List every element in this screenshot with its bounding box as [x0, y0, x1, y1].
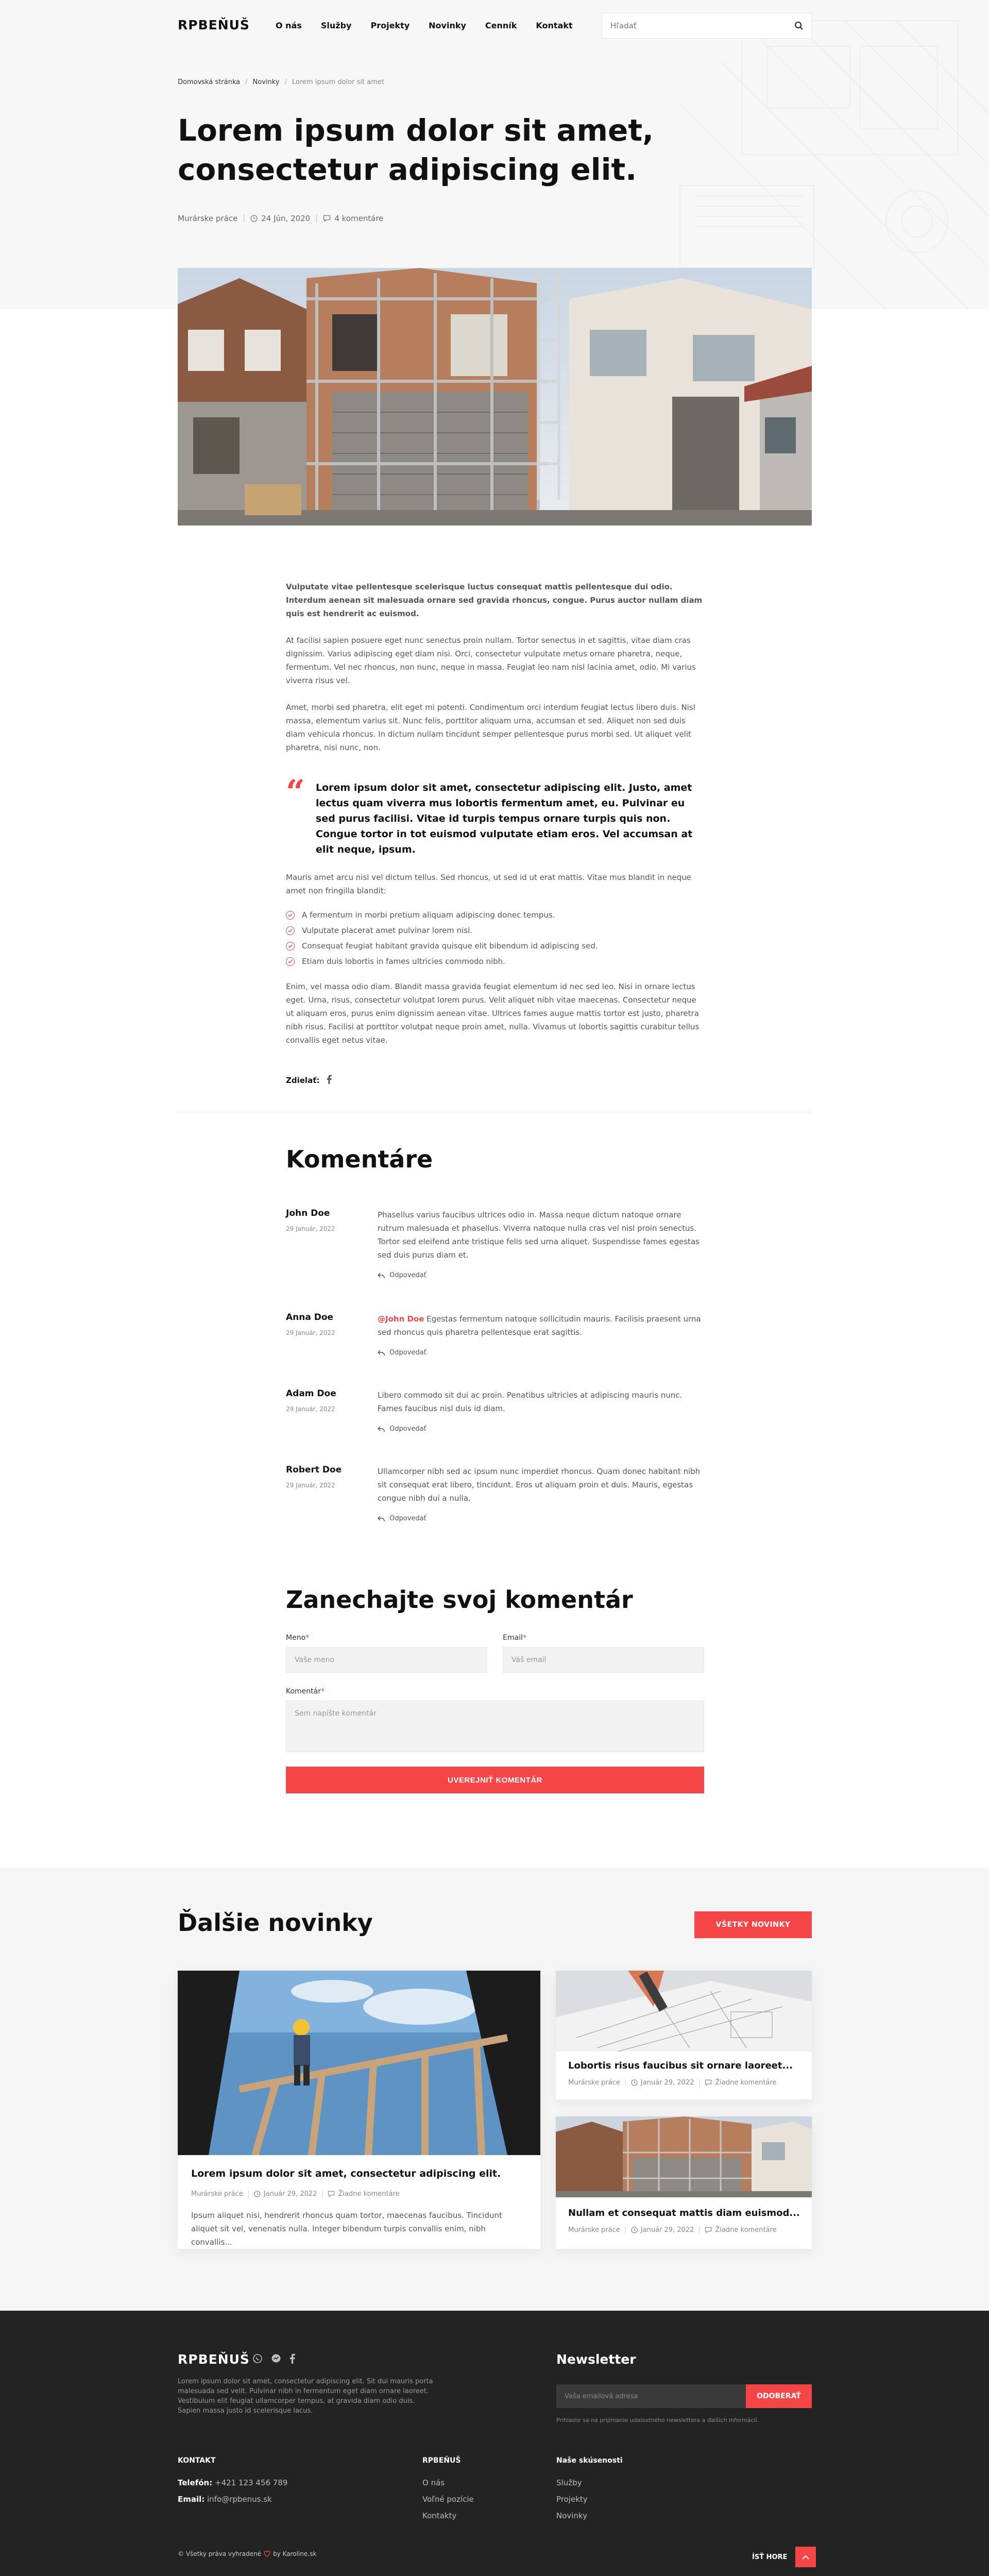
required-mark: *	[321, 1687, 325, 1696]
news-card[interactable]	[178, 1971, 540, 2249]
news-card-title[interactable]: Lobortis risus faucibus sit ornare laoreet...	[568, 2060, 793, 2071]
title-line-2: consectetur adipiscing elit.	[178, 152, 637, 187]
reply-button[interactable]	[378, 1346, 704, 1360]
check-circle-icon	[286, 926, 295, 935]
clock-icon	[631, 2227, 638, 2233]
footer-experience-heading: Naše skúsenosti	[556, 2456, 623, 2465]
news-card-comments	[705, 2226, 776, 2234]
facebook-icon[interactable]	[289, 2353, 295, 2366]
article-meta	[178, 214, 383, 223]
title-line-1: Lorem ipsum dolor sit amet,	[178, 113, 654, 148]
list-item-text: Consequat feugiat habitant gravida quisque elit bibendum id adipiscing sed.	[302, 941, 598, 951]
article-paragraph-1: At facilisi sapien posuere eget nunc senectus proin nullam. Tortor senectus in et sagittis, vitae diam cras dignissim. Varius adipiscing eget diam nisi. Orci, consectetur vulputate metus ornare pharetra, neque, fermentum. Vel nec rhoncus, non nunc, neque in massa. Feugiat leo nam nisl lacinia amet, odio. Mi varius viverra risus vel.	[286, 636, 696, 685]
footer-email	[178, 2491, 287, 2507]
whatsapp-icon[interactable]	[252, 2353, 263, 2366]
comment-author: Adam Doe	[286, 1388, 336, 1399]
list-item-text: Etiam duis lobortis in fames ultricies commodo nibh.	[302, 957, 505, 966]
site-footer	[0, 2311, 989, 2576]
list-item-text: A fermentum in morbi pretium aliquam adipiscing donec tempus.	[302, 910, 555, 920]
article-lead: Vulputate vitae pellentesque scelerisque luctus consequat mattis pellentesque dui odio. Interdum aenean sit malesuada ornare sed gravida rhoncus, congue. Purus auctor nullam diam quis est hendrerit ac euismod.	[286, 582, 703, 618]
news-card-date-text: Január 29, 2022	[640, 2079, 694, 2087]
name-column	[286, 1634, 487, 1673]
comment-field-group	[286, 1687, 704, 1752]
footer-contact-list	[178, 2475, 287, 2507]
copyright	[178, 2550, 316, 2557]
comment-body	[378, 1388, 704, 1436]
email-label	[503, 1634, 704, 1642]
menu-item-news[interactable]: Novinky	[429, 21, 466, 30]
more-news-section	[0, 1868, 989, 2311]
email-label-text: Email	[503, 1634, 523, 1642]
comment-icon	[328, 2191, 335, 2197]
news-card-meta	[568, 2079, 777, 2087]
reply-button[interactable]	[378, 1422, 704, 1436]
heart-icon	[264, 2551, 270, 2557]
comment-text-rest: Egestas fermentum natoque sollicitudin mauris. Facilisis praesent urna sed rhoncus quis pharetra pellentesque erat sagittis.	[378, 1314, 701, 1337]
required-mark: *	[305, 1634, 310, 1642]
comment-form	[286, 1584, 704, 1793]
menu-item-contact[interactable]: Kontakt	[536, 21, 573, 30]
comment-mention[interactable]: @John Doe	[378, 1314, 424, 1324]
reply-icon	[378, 1273, 385, 1279]
list-item-text: Vulputate placerat amet pulvinar lorem nisl.	[302, 926, 473, 935]
email-field[interactable]: Váš email	[503, 1647, 704, 1673]
article-paragraph-2: Amet, morbi sed pharetra, elit eget mi potenti. Condimentum orci interdum feugiat lectus libero duis. Nisl massa, elementum varius sit. Nunc felis, porttitor aliquam urna, accumsan et sed. Aliquet non sed duis diam vehicula rhoncus. In dictum nullam tincidunt semper pellentesque purus morbi sed. Ut aliquet velit pharetra, nisi nunc, non.	[286, 703, 695, 752]
menu-item-about[interactable]: O nás	[276, 21, 302, 30]
footer-social	[252, 2353, 295, 2366]
comment-author: John Doe	[286, 1208, 330, 1218]
chevron-up-icon[interactable]	[795, 2547, 816, 2567]
footer-link-about[interactable]: O nás	[422, 2478, 445, 2487]
comment-text: Phasellus varius faucibus ultrices odio in. Massa neque dictum natoque ornare rutrum malesuada et phasellus. Viverra natoque nulla cras vel nisl proin senectus. Tortor sed eleifend ante tristique felis sed urna aliquet. Suspendisse fames egestas sed duis purus diam et.	[378, 1210, 700, 1260]
comment-label-text: Komentár	[286, 1687, 321, 1696]
breadcrumb-current: Lorem ipsum dolor sit amet	[292, 78, 384, 86]
newsletter-email-input[interactable]: Vaša emailová adresa	[556, 2384, 746, 2408]
list-item	[286, 910, 704, 920]
reply-button[interactable]	[378, 1512, 704, 1526]
meta-divider	[625, 2227, 626, 2234]
main-menu	[276, 21, 592, 30]
comment-label	[286, 1687, 704, 1696]
copyright-text: © Všetky práva vyhradené	[178, 2550, 262, 2557]
article-body	[286, 567, 704, 1086]
reply-button[interactable]	[378, 1269, 704, 1282]
meta-divider	[699, 2227, 700, 2234]
more-news-heading: Ďalšie novinky	[178, 1909, 373, 1937]
comment-body	[378, 1312, 704, 1360]
comment-text	[378, 1312, 704, 1339]
messenger-icon[interactable]	[271, 2353, 281, 2366]
comment-date: 29 Január, 2022	[286, 1329, 335, 1336]
email-label: Email:	[178, 2495, 205, 2504]
comment-icon	[705, 2227, 712, 2233]
menu-item-projects[interactable]: Projekty	[370, 21, 410, 30]
all-news-button[interactable]: VŠETKY NOVINKY	[694, 1911, 812, 1938]
article-date-text: 24 Jún, 2020	[261, 214, 311, 223]
news-card[interactable]	[556, 1971, 812, 2099]
list-item	[286, 925, 704, 936]
comment-author: Robert Doe	[286, 1465, 342, 1475]
meta-divider	[625, 2079, 626, 2087]
featured-image	[178, 268, 812, 526]
construction-site-illustration	[178, 268, 812, 526]
news-card-comments	[328, 2190, 399, 2198]
name-label	[286, 1634, 487, 1642]
menu-item-services[interactable]: Služby	[320, 21, 352, 30]
footer-company-links	[422, 2475, 474, 2524]
article-date	[250, 214, 310, 223]
footer-company-heading: RPBEŇUŠ	[422, 2456, 461, 2465]
reply-label: Odpovedať	[389, 1425, 427, 1433]
news-card-category[interactable]: Murárske práce	[568, 2079, 620, 2087]
breadcrumb-separator: /	[284, 78, 287, 86]
footer-link-services[interactable]: Služby	[556, 2478, 582, 2487]
article-comments-link[interactable]	[323, 214, 383, 223]
quote-icon: “	[286, 773, 305, 811]
news-card-comments	[705, 2079, 776, 2087]
phone-label: Telefón:	[178, 2478, 213, 2487]
check-circle-icon	[286, 957, 295, 966]
comment-text: Ullamcorper nibh sed ac ipsum nunc imperdiet rhoncus. Quam donec habitant nibh sit consequat erat libero, tincidunt. Eros ut aliquam proin et duis. Mauris, egestas congue nibh dui a nulla.	[378, 1467, 701, 1503]
article-checklist	[286, 910, 704, 967]
site-logo[interactable]: RPBEŇUŠ	[178, 18, 250, 32]
breadcrumb-separator: /	[245, 78, 248, 86]
article-comments-count: 4 komentáre	[334, 214, 384, 223]
search-input[interactable]	[602, 13, 787, 38]
news-card-description: Ipsum aliquet nisi, hendrerit rhoncus quam tortor, maecenas faucibus. Tincidunt aliquet sit vel, venenatis nulla. Integer bibendum turpis convallis enim, nibh convallis...	[191, 2211, 502, 2247]
news-card-date	[254, 2190, 317, 2198]
comment-date: 29 Január, 2022	[286, 1225, 335, 1232]
top-navigation	[178, 0, 812, 52]
news-card-date-text: Január 29, 2022	[640, 2226, 694, 2234]
check-circle-icon	[286, 911, 295, 920]
newsletter-note: Prihlaste sa na prijímanie udalostného newslettera a ďalších informácií.	[556, 2417, 759, 2424]
back-to-top[interactable]	[752, 2547, 816, 2567]
footer-experience-links	[556, 2475, 588, 2524]
news-card-comments-text: Žiadne komentáre	[338, 2190, 400, 2198]
article-paragraph-3: Mauris amet arcu nisl vel dictum tellus. Sed rhoncus, ut sed id ut erat mattis. Vitae mus blandit in neque amet non fringilla blandit:	[286, 873, 691, 895]
news-card-category[interactable]: Murárske práce	[191, 2190, 243, 2198]
footer-link-projects[interactable]: Projekty	[556, 2495, 588, 2504]
email-link[interactable]: info@rpbenus.sk	[207, 2495, 272, 2504]
newsletter-subscribe-button[interactable]: ODOBERAŤ	[746, 2384, 812, 2408]
share-bar	[286, 1075, 704, 1086]
article-quote	[286, 773, 704, 857]
reply-icon	[378, 1426, 385, 1432]
news-card-title[interactable]: Nullam et consequat mattis diam euismod...	[568, 2208, 800, 2218]
page-title	[178, 111, 693, 189]
meta-divider	[316, 214, 317, 223]
footer-link-news[interactable]: Novinky	[556, 2511, 587, 2520]
back-to-top-label: ÍSŤ HORE	[752, 2553, 788, 2561]
news-card-meta	[568, 2226, 777, 2234]
facebook-icon[interactable]	[327, 1075, 332, 1086]
name-label-text: Meno	[286, 1634, 306, 1642]
meta-divider	[699, 2079, 700, 2087]
comment-icon	[323, 215, 331, 222]
list-item	[286, 956, 704, 967]
reply-icon	[378, 1516, 385, 1522]
news-card-meta	[191, 2190, 400, 2198]
meta-divider	[248, 2191, 249, 2198]
comment-body	[378, 1208, 704, 1282]
breadcrumb	[178, 78, 384, 86]
newsletter-form	[556, 2384, 812, 2408]
footer-link-contacts[interactable]: Kontakty	[422, 2511, 457, 2520]
share-label: Zdielať:	[286, 1076, 320, 1085]
comments-heading: Komentáre	[286, 1145, 433, 1173]
phone-link[interactable]: +421 123 456 789	[215, 2478, 288, 2487]
reply-label: Odpovedať	[389, 1272, 427, 1279]
reply-label: Odpovedať	[389, 1349, 427, 1357]
list-item	[286, 941, 704, 951]
comment-text: Libero commodo sit dui ac proin. Penatibus ultricies at adipiscing mauris nunc. Fames faucibus nisl duis id diam.	[378, 1391, 683, 1413]
article-paragraph-4: Enim, vel massa odio diam. Blandit massa gravida feugiat elementum id nec sed leo. Nisi in ornare lectus eget. Urna, risus, consectetur volutpat lorem purus. Velit aliquet nibh vitae maecenas. Consectetur neque ut aliquam eros, purus enim dignissim aenean vitae. Ultrices fames augue mattis tortor est justo, pharetra nibh risus. Facilisi at porttitor volutpat neque proin amet, nulla. Vivamus ut lobortis sagittis curabitur tellus convallis eget netus vitae.	[286, 982, 700, 1045]
news-card-date-text: Január 29, 2022	[263, 2190, 317, 2198]
comment-author: Anna Doe	[286, 1312, 334, 1323]
check-circle-icon	[286, 942, 295, 951]
breadcrumb-home[interactable]: Domovská stránka	[178, 78, 241, 86]
comments-section	[286, 1144, 704, 1522]
news-card-date	[631, 2226, 694, 2234]
form-row	[286, 1634, 704, 1673]
comment-icon	[705, 2079, 712, 2086]
news-card-title[interactable]: Lorem ipsum dolor sit amet, consectetur adipiscing elit.	[191, 2168, 501, 2179]
menu-item-pricing[interactable]: Cenník	[485, 21, 517, 30]
news-card-image[interactable]	[178, 1971, 540, 2155]
comment-date: 29 Január, 2022	[286, 1405, 335, 1413]
news-card-date	[631, 2079, 694, 2087]
name-field[interactable]: Vaše meno	[286, 1647, 487, 1673]
submit-comment-button[interactable]: UVEREJNIŤ KOMENTÁR	[286, 1767, 704, 1793]
quote-text: Lorem ipsum dolor sit amet, consectetur adipiscing elit. Justo, amet lectus quam viverra mus lobortis fermentum amet, eu. Pulvinar eu sed purus facilisi. Vitae id turpis tempus ornare turpis quis non. Congue tortor in tot euismod vulputate etiam eros. Vel accumsan at elit neque, ipsum.	[316, 782, 693, 855]
news-card-image[interactable]	[556, 2116, 812, 2197]
news-card-comments-text: Žiadne komentáre	[715, 2079, 777, 2087]
article-category[interactable]: Murárske práce	[178, 214, 238, 223]
reply-icon	[378, 1350, 385, 1356]
search-icon[interactable]	[787, 13, 811, 38]
author-link[interactable]: by Karoline.sk	[273, 2550, 317, 2557]
reply-label: Odpovedať	[389, 1515, 427, 1522]
required-mark: *	[522, 1634, 526, 1642]
news-card-image[interactable]	[556, 1971, 812, 2052]
form-heading: Zanechajte svoj komentár	[286, 1586, 633, 1614]
breadcrumb-news[interactable]: Novinky	[252, 78, 280, 86]
newsletter-title: Newsletter	[556, 2352, 636, 2367]
news-card-category[interactable]: Murárske práce	[568, 2226, 620, 2234]
footer-description: Lorem ipsum dolor sit amet, consectetur adipiscing elit. Sit dui mauris porta malesuada sed velit. Pulvinar nibh in fermentum eget diam ornare laoreet. Vestibulum elit feugiat ullamcorper tempus, at gravida diam odio duis. Sapien massa justo id scelerisque lacus.	[178, 2378, 433, 2415]
clock-icon	[250, 215, 258, 222]
comment-textarea[interactable]: Sem napíšte komentár	[286, 1701, 704, 1752]
clock-icon	[631, 2079, 638, 2086]
footer-logo[interactable]: RPBEŇUŠ	[178, 2352, 250, 2367]
comment-body	[378, 1465, 704, 1526]
search-box	[602, 13, 812, 39]
footer-contact-heading: KONTAKT	[178, 2456, 216, 2465]
footer-phone	[178, 2475, 287, 2491]
email-column	[503, 1634, 704, 1673]
clock-icon	[254, 2191, 261, 2197]
news-card-comments-text: Žiadne komentáre	[715, 2226, 777, 2234]
comment-date: 29 Január, 2022	[286, 1482, 335, 1489]
footer-link-careers[interactable]: Voľné pozície	[422, 2495, 474, 2504]
news-card[interactable]	[556, 2116, 812, 2249]
